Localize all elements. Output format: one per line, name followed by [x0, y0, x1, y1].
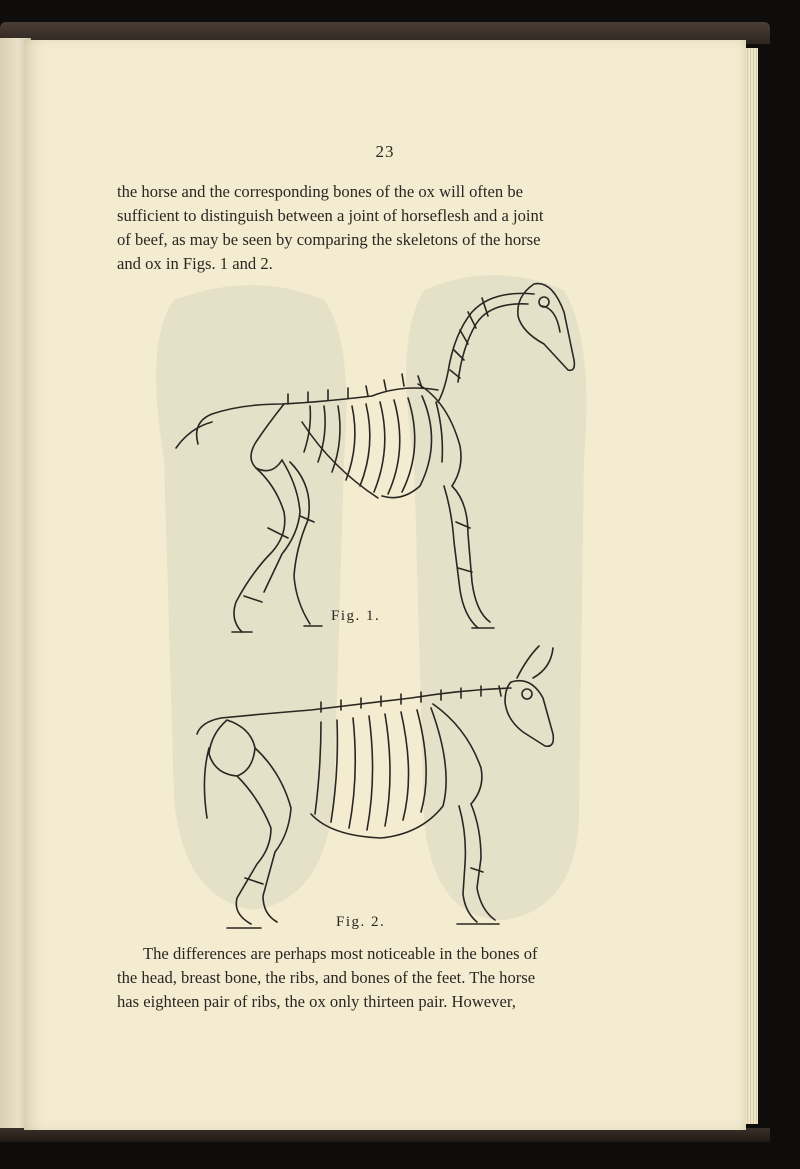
text-line: has eighteen pair of ribs, the ox only thirteen pair. However,: [117, 992, 516, 1011]
text-line: The differences are perhaps most noticeable in the bones of: [143, 944, 538, 963]
text-line: the horse and the corresponding bones of the ox will often be: [117, 182, 523, 201]
horse-skeleton-illustration: [172, 272, 592, 612]
text-line: sufficient to distinguish between a joint of horseflesh and a joint: [117, 206, 544, 225]
text-line: and ox in Figs. 1 and 2.: [117, 254, 273, 273]
text-line: the head, breast bone, the ribs, and bones of the feet. The horse: [117, 968, 536, 987]
book-page: [24, 40, 746, 1130]
book-cover-bottom-edge: [0, 1128, 770, 1142]
ox-skeleton-illustration: [181, 638, 561, 918]
page-number: 23: [375, 142, 395, 161]
paragraph-differences: [117, 942, 645, 1014]
text-line: of beef, as may be seen by comparing the skeletons of the horse: [117, 230, 541, 249]
paragraph-intro: [117, 180, 645, 276]
figure-caption-1: Fig. 1.: [331, 608, 381, 624]
figure-caption-2: Fig. 2.: [336, 914, 386, 930]
